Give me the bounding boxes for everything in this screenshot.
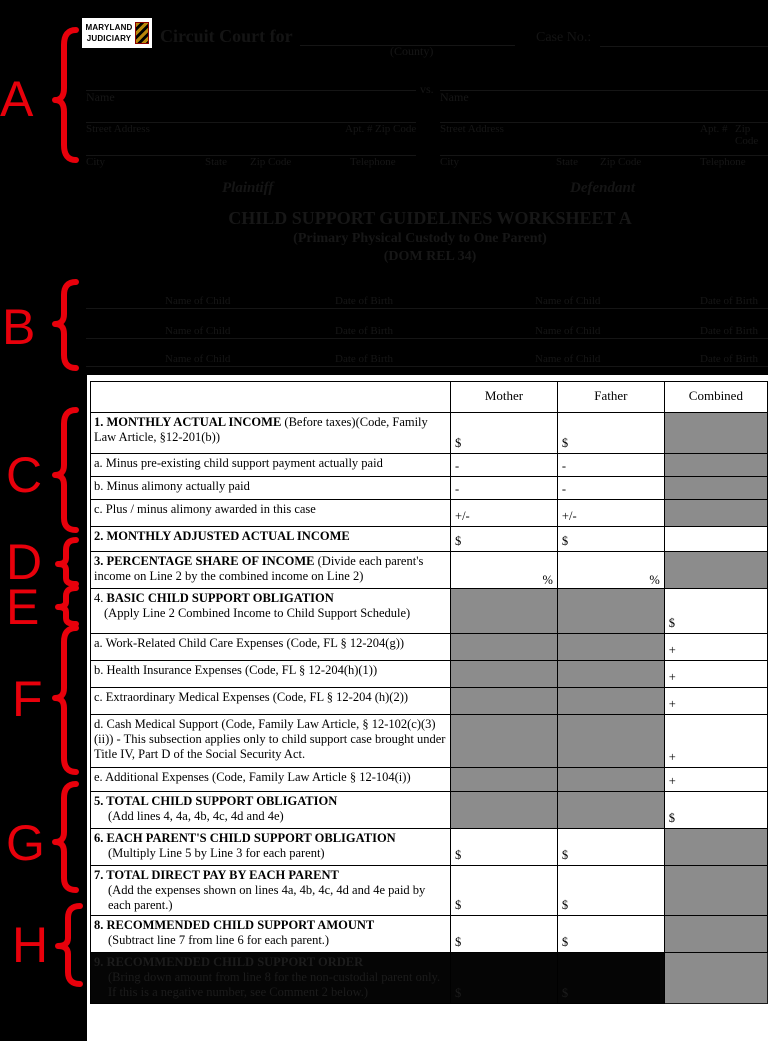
child-name-label: Name of Child bbox=[535, 325, 601, 337]
plaintiff-label: Plaintiff bbox=[222, 180, 274, 196]
mother-shaded-cell bbox=[451, 768, 558, 792]
child-name-label: Name of Child bbox=[535, 295, 601, 307]
mother-1c-cell[interactable] bbox=[451, 500, 558, 527]
plaintiff-state-label: State bbox=[205, 156, 227, 168]
row-8-detail: (Subtract line 7 from line 6 for each parent.) bbox=[108, 933, 330, 947]
combined-4c-cell[interactable] bbox=[664, 688, 767, 715]
row-1-detail: (Before taxes)(Code, Family Law Article, §12-201(b)) bbox=[94, 415, 428, 444]
row-each-parent-obligation bbox=[91, 829, 768, 866]
mother-shaded-cell bbox=[451, 589, 558, 634]
row-9-title: 9. RECOMMENDED CHILD SUPPORT ORDER bbox=[94, 955, 364, 969]
child-row-line bbox=[86, 366, 768, 367]
plaintiff-zipcode-label: Zip Code bbox=[250, 156, 292, 168]
mother-shaded-cell bbox=[451, 661, 558, 688]
dollar-sign: $ bbox=[455, 436, 462, 450]
father-1a-cell[interactable] bbox=[557, 454, 664, 477]
worksheet-table bbox=[90, 381, 768, 1004]
row-1b-label: b. Minus alimony actually paid bbox=[91, 477, 451, 500]
dollar-sign: $ bbox=[561, 898, 569, 912]
row-4b-label: b. Health Insurance Expenses (Code, FL § 12-204(h)(1)) bbox=[91, 661, 451, 688]
dollar-sign: $ bbox=[455, 848, 462, 862]
plaintiff-name-line bbox=[86, 90, 416, 91]
row-4c-label: c. Extraordinary Medical Expenses (Code, FL § 12-204 (h)(2)) bbox=[91, 688, 451, 715]
plus-sign: + bbox=[668, 643, 676, 657]
father-shaded-cell bbox=[557, 661, 664, 688]
defendant-apt-label: Apt. # bbox=[700, 123, 728, 135]
annotation-letter-g: G bbox=[6, 815, 45, 871]
annotation-letter-c: C bbox=[6, 447, 43, 503]
vs-label: vs. bbox=[420, 82, 434, 96]
defendant-street-label: Street Address bbox=[440, 123, 504, 135]
mother-adjusted-cell[interactable] bbox=[451, 527, 558, 552]
father-shaded-cell bbox=[557, 688, 664, 715]
defendant-label: Defendant bbox=[570, 180, 635, 196]
row-4b bbox=[91, 661, 768, 688]
father-adjusted-cell[interactable] bbox=[557, 527, 664, 552]
bracket-g bbox=[55, 784, 76, 890]
row-2-label bbox=[91, 527, 451, 552]
row-9-label bbox=[91, 953, 451, 1004]
row-2-title: 2. MONTHLY ADJUSTED ACTUAL INCOME bbox=[94, 529, 350, 543]
child-dob-label: Date of Birth bbox=[700, 325, 759, 337]
logo-line-1: MARYLAND bbox=[85, 23, 133, 32]
row-3-title: 3. PERCENTAGE SHARE OF INCOME bbox=[94, 554, 315, 568]
minus-sign: - bbox=[561, 482, 567, 496]
dollar-sign: $ bbox=[455, 534, 462, 548]
annotation-brackets bbox=[0, 0, 110, 1041]
row-1a-label: a. Minus pre-existing child support payment actually paid bbox=[91, 454, 451, 477]
worksheet-subtitle: (Primary Physical Custody to One Parent) bbox=[293, 231, 547, 246]
worksheet-form bbox=[87, 375, 768, 1041]
mother-percent-cell[interactable] bbox=[451, 552, 558, 589]
percent-sign: % bbox=[542, 573, 553, 587]
plaintiff-apt-label: Apt. # bbox=[345, 123, 373, 135]
father-shaded-cell bbox=[557, 715, 664, 768]
plus-sign: + bbox=[668, 697, 676, 711]
child-name-label: Name of Child bbox=[535, 353, 601, 365]
mother-shaded-cell bbox=[451, 688, 558, 715]
plaintiff-zip-label: Zip Code bbox=[375, 123, 417, 135]
court-title: Circuit Court for bbox=[160, 26, 293, 46]
row-1b bbox=[91, 477, 768, 500]
row-direct-pay bbox=[91, 866, 768, 916]
row-5-detail: (Add lines 4, 4a, 4b, 4c, 4d and 4e) bbox=[108, 809, 284, 823]
father-shaded-cell bbox=[557, 634, 664, 661]
child-dob-label: Date of Birth bbox=[335, 325, 394, 337]
father-shaded-cell bbox=[557, 589, 664, 634]
worksheet-form-code: (DOM REL 34) bbox=[383, 249, 477, 264]
row-4e bbox=[91, 768, 768, 792]
defendant-state-label: State bbox=[556, 156, 578, 168]
row-1c bbox=[91, 500, 768, 527]
col-mother: Mother bbox=[451, 382, 558, 413]
father-percent-cell[interactable] bbox=[557, 552, 664, 589]
father-shaded-cell bbox=[557, 792, 664, 829]
col-combined: Combined bbox=[664, 382, 767, 413]
row-8-title: 8. RECOMMENDED CHILD SUPPORT AMOUNT bbox=[94, 918, 375, 932]
combined-shaded-cell bbox=[664, 500, 767, 527]
combined-4b-cell[interactable] bbox=[664, 661, 767, 688]
row-7-label bbox=[91, 866, 451, 916]
logo-line-2: JUDICIARY bbox=[86, 34, 132, 43]
annotation-letter-d: D bbox=[6, 534, 43, 590]
bracket-h bbox=[58, 906, 80, 984]
combined-shaded-cell bbox=[664, 454, 767, 477]
minus-sign: - bbox=[455, 482, 460, 496]
annotation-letter-e: E bbox=[6, 579, 40, 635]
child-dob-label: Date of Birth bbox=[700, 295, 759, 307]
row-4e-label: e. Additional Expenses (Code, Family Law Article § 12-104(i)) bbox=[91, 768, 451, 792]
plaintiff-street-label: Street Address bbox=[86, 123, 150, 135]
dollar-sign: $ bbox=[668, 616, 675, 630]
row-3-label bbox=[91, 552, 451, 589]
mother-1a-cell[interactable] bbox=[451, 454, 558, 477]
row-4-label bbox=[91, 589, 451, 634]
bracket-b bbox=[55, 282, 76, 368]
dollar-sign: $ bbox=[455, 898, 462, 912]
plaintiff-telephone-label: Telephone bbox=[350, 156, 396, 168]
father-obligation-cell[interactable] bbox=[557, 829, 664, 866]
plus-sign: + bbox=[668, 774, 676, 788]
row-5-title: 5. TOTAL CHILD SUPPORT OBLIGATION bbox=[94, 794, 338, 808]
row-1a bbox=[91, 454, 768, 477]
combined-shaded-cell bbox=[664, 829, 767, 866]
combined-basic-cell[interactable] bbox=[664, 589, 767, 634]
row-recommended-amount bbox=[91, 916, 768, 953]
bracket-d bbox=[58, 540, 76, 584]
combined-4a-cell[interactable] bbox=[664, 634, 767, 661]
mother-shaded-cell bbox=[451, 634, 558, 661]
row-5-label bbox=[91, 792, 451, 829]
combined-total-cell[interactable] bbox=[664, 792, 767, 829]
row-4d-label: d. Cash Medical Support (Code, Family Law Article, § 12-102(c)(3)(ii)) - This subsection applies only to child support case brought under Title IV, Part D of the Social Security Act. bbox=[91, 715, 451, 768]
combined-shaded-cell bbox=[664, 916, 767, 953]
row-1-label bbox=[91, 413, 451, 454]
defendant-name-line bbox=[440, 90, 768, 91]
combined-shaded-cell bbox=[664, 413, 767, 454]
case-number-line bbox=[600, 46, 768, 47]
mother-recommended-cell[interactable] bbox=[451, 916, 558, 953]
maryland-flag-icon bbox=[135, 22, 149, 44]
dollar-sign: $ bbox=[561, 986, 569, 1000]
plus-minus-sign: +/- bbox=[455, 509, 470, 523]
row-1-title: 1. MONTHLY ACTUAL INCOME bbox=[94, 415, 282, 429]
defendant-telephone-label: Telephone bbox=[700, 156, 746, 168]
table-header-row bbox=[91, 382, 768, 413]
row-1c-label: c. Plus / minus alimony awarded in this case bbox=[91, 500, 451, 527]
annotation-letter-a: A bbox=[0, 71, 34, 127]
child-row-line bbox=[86, 308, 768, 309]
plus-sign: + bbox=[668, 750, 676, 764]
combined-adjusted-cell[interactable] bbox=[664, 527, 767, 552]
defendant-zip-label: Zip Code bbox=[735, 123, 759, 147]
row-4-number: 4. bbox=[94, 591, 107, 605]
combined-4e-cell[interactable] bbox=[664, 768, 767, 792]
dollar-sign: $ bbox=[561, 436, 569, 450]
child-name-label: Name of Child bbox=[165, 325, 231, 337]
father-income-cell[interactable] bbox=[557, 413, 664, 454]
bracket-e bbox=[58, 588, 76, 624]
minus-sign: - bbox=[455, 459, 460, 473]
row-6-detail: (Multiply Line 5 by Line 3 for each parent) bbox=[108, 846, 325, 860]
annotation-letter-h: H bbox=[12, 917, 49, 973]
child-dob-label: Date of Birth bbox=[700, 353, 759, 365]
row-9-detail: (Bring down amount from line 8 for the non-custodial parent only. If this is a negative number, see Comment 2 below.) bbox=[108, 970, 441, 999]
father-order-cell[interactable] bbox=[557, 953, 664, 1004]
mother-obligation-cell[interactable] bbox=[451, 829, 558, 866]
defendant-zipcode-label: Zip Code bbox=[600, 156, 642, 168]
col-father: Father bbox=[557, 382, 664, 413]
case-number-label: Case No.: bbox=[536, 30, 592, 45]
row-6-label bbox=[91, 829, 451, 866]
row-total-obligation bbox=[91, 792, 768, 829]
row-6-title: 6. EACH PARENT'S CHILD SUPPORT OBLIGATION bbox=[94, 831, 396, 845]
county-label: (County) bbox=[390, 44, 434, 58]
row-4-detail: (Apply Line 2 Combined Income to Child Support Schedule) bbox=[104, 606, 411, 620]
mother-direct-pay-cell[interactable] bbox=[451, 866, 558, 916]
annotation-letter-b: B bbox=[2, 299, 36, 355]
plus-minus-sign: +/- bbox=[561, 509, 577, 523]
defendant-name-label: Name bbox=[440, 90, 469, 104]
child-dob-label: Date of Birth bbox=[335, 295, 394, 307]
plus-sign: + bbox=[668, 670, 676, 684]
bracket-f bbox=[55, 628, 76, 772]
father-1c-cell[interactable] bbox=[557, 500, 664, 527]
dollar-sign: $ bbox=[455, 935, 462, 949]
combined-shaded-cell bbox=[664, 552, 767, 589]
percent-sign: % bbox=[649, 573, 660, 587]
row-3-detail: (Divide each parent's income on Line 2 by the combined income on Line 2) bbox=[94, 554, 424, 583]
dollar-sign: $ bbox=[455, 986, 462, 1000]
bracket-c bbox=[55, 410, 76, 530]
father-recommended-cell[interactable] bbox=[557, 916, 664, 953]
mother-shaded-cell bbox=[451, 792, 558, 829]
defendant-city-label: City bbox=[440, 156, 459, 168]
mother-shaded-cell bbox=[451, 715, 558, 768]
combined-shaded-cell bbox=[664, 866, 767, 916]
row-monthly-adjusted-income bbox=[91, 527, 768, 552]
row-7-detail: (Add the expenses shown on lines 4a, 4b, 4c, 4d and 4e paid by each parent.) bbox=[108, 883, 426, 912]
table-header-blank bbox=[91, 382, 451, 413]
child-dob-label: Date of Birth bbox=[335, 353, 394, 365]
plaintiff-name-label: Name bbox=[86, 90, 115, 104]
row-4a bbox=[91, 634, 768, 661]
father-1b-cell[interactable] bbox=[557, 477, 664, 500]
worksheet-title: CHILD SUPPORT GUIDELINES WORKSHEET A bbox=[228, 208, 632, 228]
father-shaded-cell bbox=[557, 768, 664, 792]
father-direct-pay-cell[interactable] bbox=[557, 866, 664, 916]
row-monthly-actual-income bbox=[91, 413, 768, 454]
row-percentage-share bbox=[91, 552, 768, 589]
row-4d bbox=[91, 715, 768, 768]
mother-order-cell[interactable] bbox=[451, 953, 558, 1004]
dollar-sign: $ bbox=[561, 534, 569, 548]
row-7-title: 7. TOTAL DIRECT PAY BY EACH PARENT bbox=[94, 868, 339, 882]
mother-income-cell[interactable] bbox=[451, 413, 558, 454]
row-4c bbox=[91, 688, 768, 715]
row-recommended-order bbox=[91, 953, 768, 1004]
minus-sign: - bbox=[561, 459, 567, 473]
combined-4d-cell[interactable] bbox=[664, 715, 767, 768]
row-8-label bbox=[91, 916, 451, 953]
combined-shaded-cell bbox=[664, 953, 767, 1004]
dollar-sign: $ bbox=[561, 935, 569, 949]
combined-shaded-cell bbox=[664, 477, 767, 500]
bracket-a bbox=[55, 30, 76, 160]
plaintiff-city-label: City bbox=[86, 156, 105, 168]
dollar-sign: $ bbox=[561, 848, 569, 862]
mother-1b-cell[interactable] bbox=[451, 477, 558, 500]
child-row-line bbox=[86, 338, 768, 339]
child-name-label: Name of Child bbox=[165, 353, 231, 365]
dollar-sign: $ bbox=[668, 811, 675, 825]
row-4-title: BASIC CHILD SUPPORT OBLIGATION bbox=[106, 591, 334, 605]
annotation-letter-f: F bbox=[12, 671, 43, 727]
row-4a-label: a. Work-Related Child Care Expenses (Code, FL § 12-204(g)) bbox=[91, 634, 451, 661]
row-basic-obligation bbox=[91, 589, 768, 634]
child-name-label: Name of Child bbox=[165, 295, 231, 307]
